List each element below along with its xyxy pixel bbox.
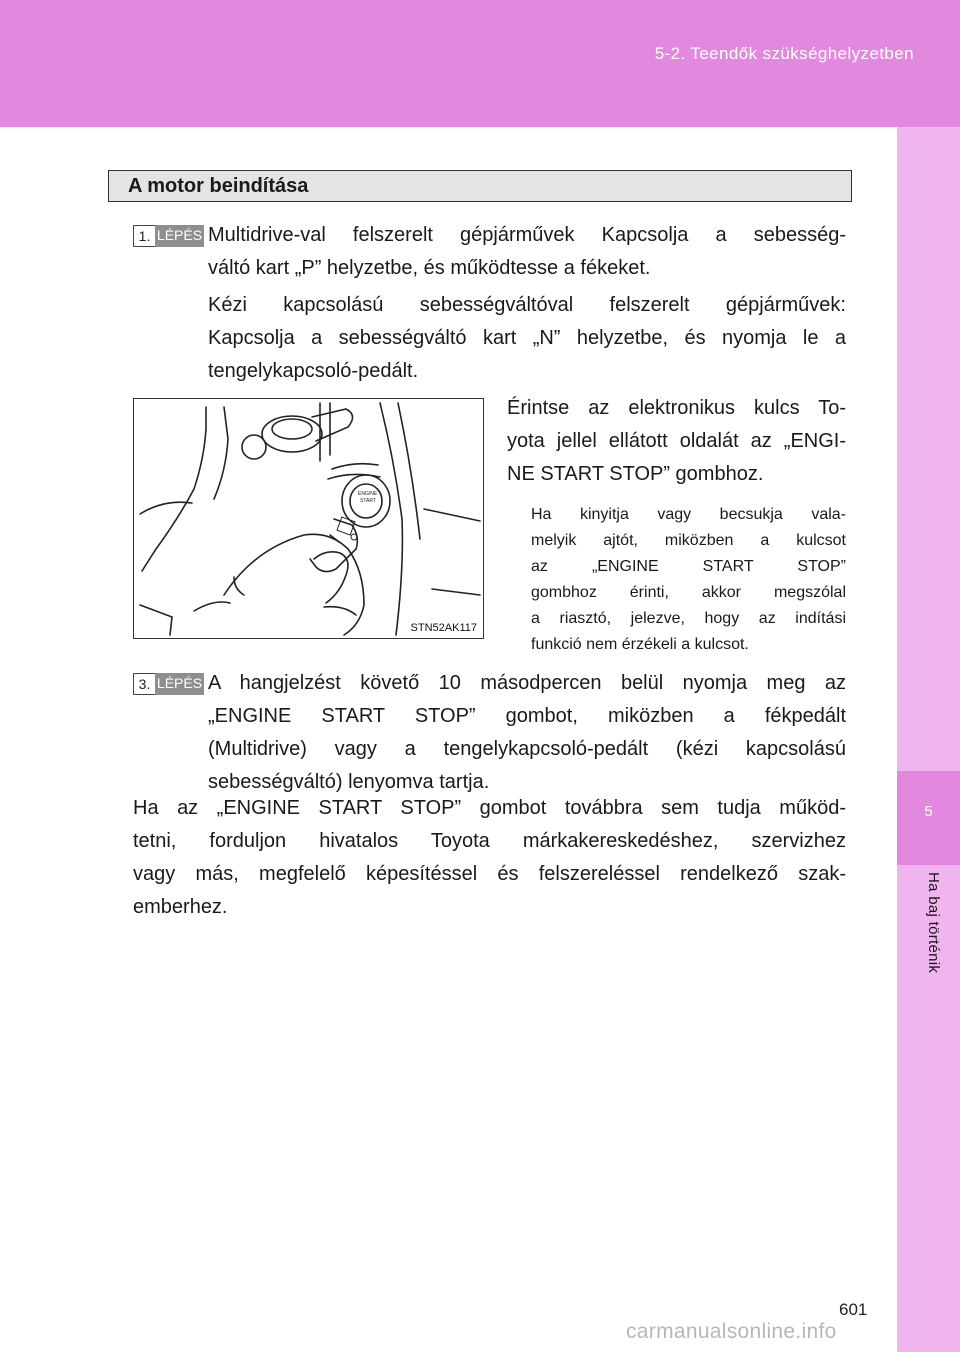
button-text-line-1: ENGINE — [358, 491, 378, 497]
step-2-note: Ha kinyitja vagy becsukja vala- melyik ajtót, miközben a kulcsot az „ENGINE START STOP” gombhoz érinti, akkor megszólal a riasztó, jelezve, hogy az indítási funkció nem érzékeli a kulcsot. — [531, 506, 846, 653]
step-1-text-a: Multidrive-val felszerelt gépjárművek Kapcsolja a sebesség- váltó kart „P” helyzetbe, és működtesse a fékeket. — [208, 224, 846, 279]
step-3-badge — [133, 673, 204, 695]
step-number: 1. — [133, 225, 155, 247]
page-number: 601 — [839, 1300, 868, 1319]
step-label: LÉPÉS — [155, 225, 204, 247]
step-label: LÉPÉS — [155, 673, 204, 695]
section-heading: A motor beindítása — [108, 170, 852, 202]
chapter-label: Ha baj történik — [925, 872, 942, 974]
step-1-text-b: Kézi kapcsolású sebességváltóval felszerelt gépjárművek: Kapcsolja a sebességváltó kart „N” helyzetbe, és nyomja le a tengelykapcsoló-pedált. — [208, 294, 846, 382]
section-title: 5-2. Teendők szükséghelyzetben — [654, 44, 914, 63]
step-3-text: A hangjelzést követő 10 másodpercen belül nyomja meg az „ENGINE START STOP” gombot, miközben a fékpedált (Multidrive) vagy a tengelykapcsoló-pedált (kézi kapcsolású sebességváltó) lenyomva tartja. — [208, 672, 846, 793]
step-1-badge — [133, 225, 204, 247]
watermark: carmanualsonline.info — [626, 1320, 837, 1343]
step-2-text: Érintse az elektronikus kulcs To- yota jellel ellátott oldalát az „ENGI- NE START STOP” gombhoz. — [507, 397, 846, 485]
closing-paragraph: Ha az „ENGINE START STOP” gombot továbbra sem tudja működ- tetni, forduljon hivatalos Toyota márkakereskedéshez, szervizhez vagy más, megfelelő képesítéssel és felszereléssel rendelkező szak- emberhez. — [133, 797, 846, 918]
illustration-drawing — [134, 399, 482, 637]
figure-code: STN52AK117 — [410, 622, 477, 634]
illustration-key-touch — [133, 398, 484, 639]
chapter-number: 5 — [924, 803, 933, 820]
step-number: 3. — [133, 673, 155, 695]
button-text-line-2: START — [360, 498, 376, 504]
side-tab — [897, 127, 960, 1352]
